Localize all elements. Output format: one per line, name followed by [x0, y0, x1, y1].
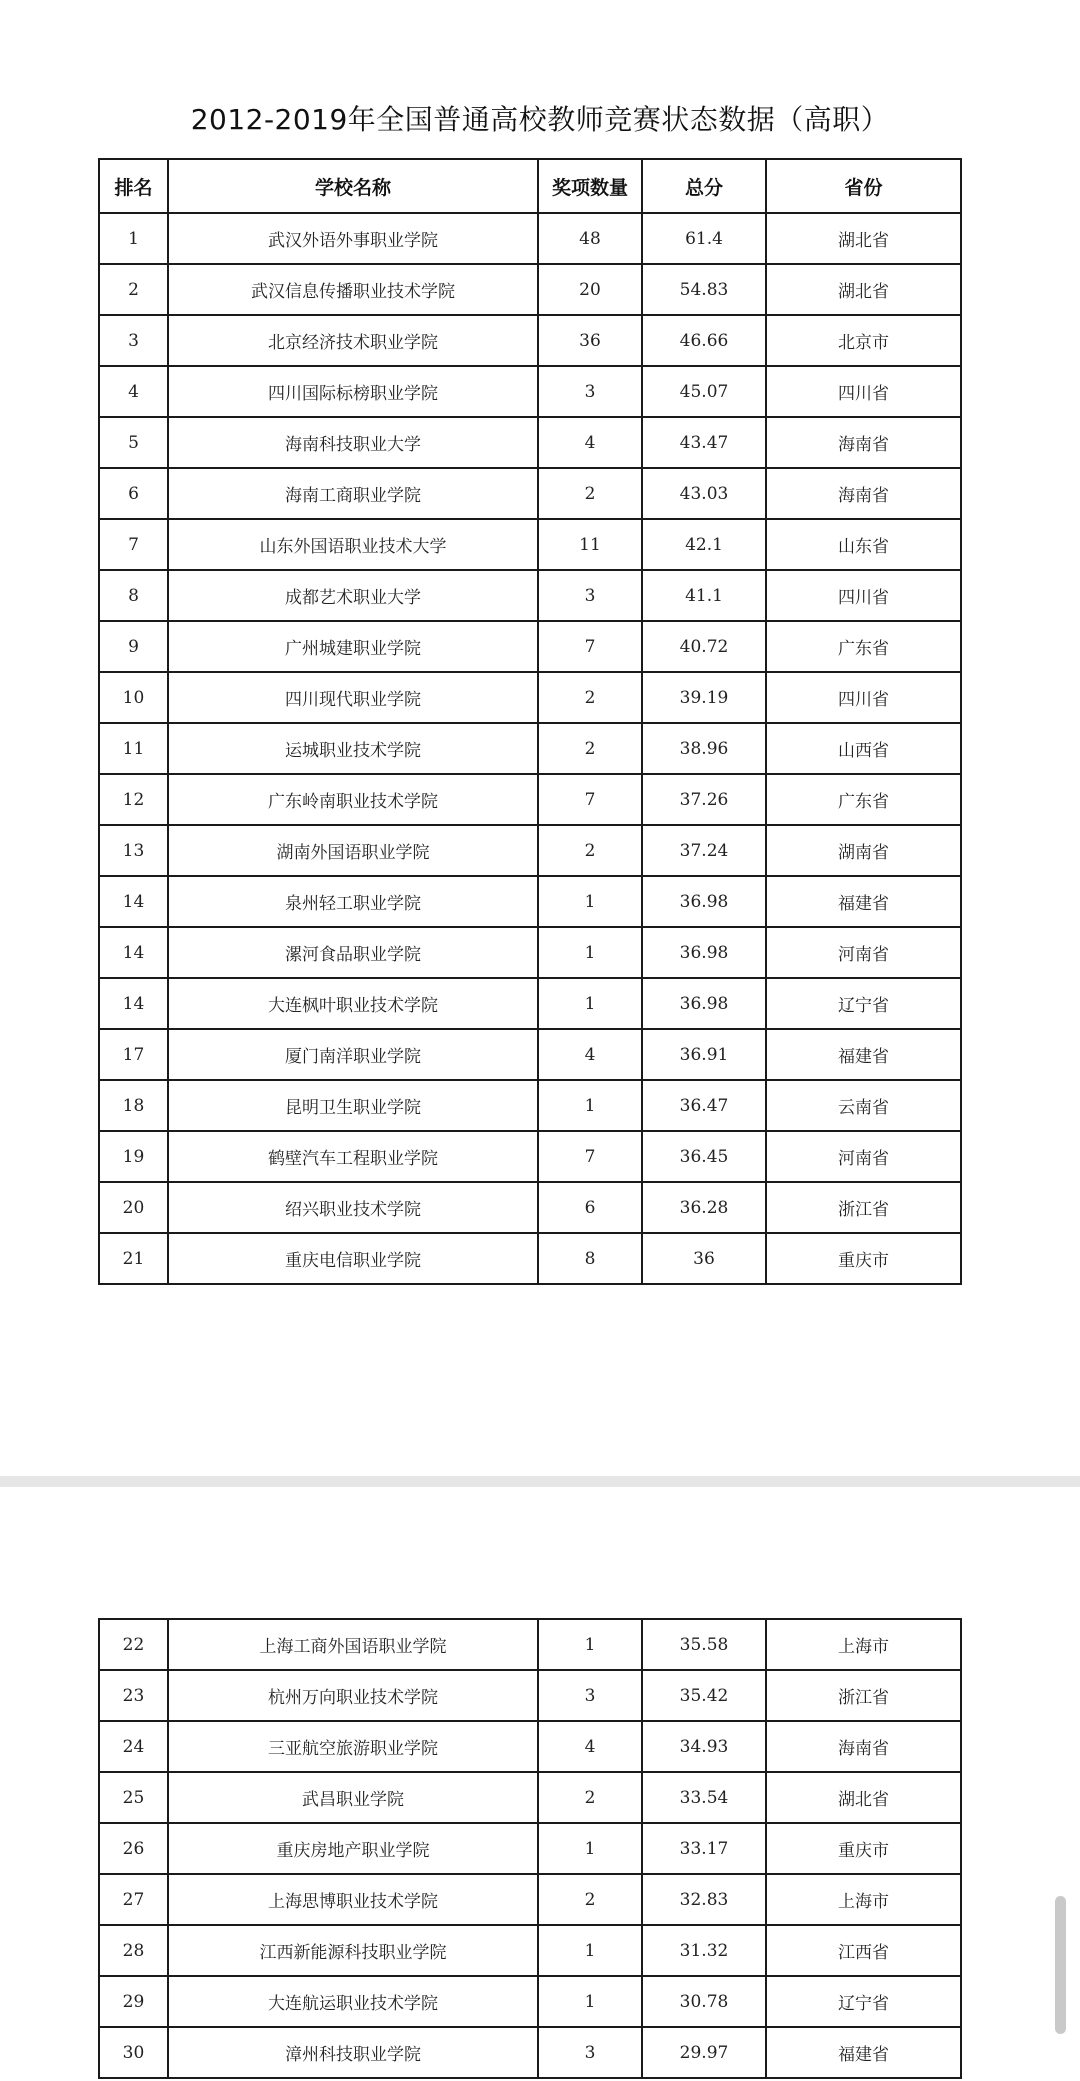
- cell-school-name: 成都艺术职业大学: [168, 570, 538, 621]
- table-row: [99, 1131, 961, 1182]
- cell-award-count: 3: [538, 2027, 642, 2078]
- cell-award-count: 8: [538, 1233, 642, 1284]
- cell-rank: 28: [99, 1925, 168, 1976]
- header-school-name: 学校名称: [168, 159, 538, 213]
- cell-rank: 25: [99, 1772, 168, 1823]
- cell-award-count: 2: [538, 1772, 642, 1823]
- cell-rank: 14: [99, 876, 168, 927]
- table-row: [99, 1823, 961, 1874]
- cell-school-name: 鹤壁汽车工程职业学院: [168, 1131, 538, 1182]
- cell-province: 浙江省: [766, 1670, 961, 1721]
- cell-rank: 12: [99, 774, 168, 825]
- cell-total-score: 36.98: [642, 978, 766, 1029]
- cell-rank: 19: [99, 1131, 168, 1182]
- cell-award-count: 3: [538, 366, 642, 417]
- cell-province: 福建省: [766, 876, 961, 927]
- cell-province: 河南省: [766, 1131, 961, 1182]
- document-page-2: [0, 1487, 1080, 2081]
- cell-province: 重庆市: [766, 1233, 961, 1284]
- cell-award-count: 1: [538, 1080, 642, 1131]
- cell-award-count: 4: [538, 1721, 642, 1772]
- cell-total-score: 37.24: [642, 825, 766, 876]
- table-row: [99, 1721, 961, 1772]
- cell-total-score: 33.17: [642, 1823, 766, 1874]
- cell-school-name: 湖南外国语职业学院: [168, 825, 538, 876]
- cell-school-name: 杭州万向职业技术学院: [168, 1670, 538, 1721]
- table-body-page-1: [99, 213, 961, 1284]
- table-row: [99, 519, 961, 570]
- document-title: 2012-2019年全国普通高校教师竞赛状态数据（高职）: [190, 103, 890, 136]
- header-rank: 排名: [99, 159, 168, 213]
- cell-total-score: 46.66: [642, 315, 766, 366]
- cell-award-count: 20: [538, 264, 642, 315]
- cell-award-count: 1: [538, 876, 642, 927]
- cell-award-count: 7: [538, 1131, 642, 1182]
- table-row: [99, 417, 961, 468]
- cell-award-count: 11: [538, 519, 642, 570]
- cell-total-score: 36: [642, 1233, 766, 1284]
- cell-school-name: 上海思博职业技术学院: [168, 1874, 538, 1925]
- cell-school-name: 江西新能源科技职业学院: [168, 1925, 538, 1976]
- cell-total-score: 43.47: [642, 417, 766, 468]
- table-body-page-2: [99, 1619, 961, 2078]
- cell-award-count: 7: [538, 774, 642, 825]
- cell-province: 云南省: [766, 1080, 961, 1131]
- cell-total-score: 40.72: [642, 621, 766, 672]
- header-province: 省份: [766, 159, 961, 213]
- cell-award-count: 7: [538, 621, 642, 672]
- cell-rank: 18: [99, 1080, 168, 1131]
- cell-total-score: 42.1: [642, 519, 766, 570]
- cell-province: 广东省: [766, 621, 961, 672]
- cell-rank: 22: [99, 1619, 168, 1670]
- table-row: [99, 366, 961, 417]
- cell-school-name: 四川国际标榜职业学院: [168, 366, 538, 417]
- table-row: [99, 264, 961, 315]
- cell-total-score: 41.1: [642, 570, 766, 621]
- cell-province: 上海市: [766, 1619, 961, 1670]
- cell-rank: 14: [99, 927, 168, 978]
- cell-school-name: 北京经济技术职业学院: [168, 315, 538, 366]
- cell-province: 海南省: [766, 468, 961, 519]
- table-row: [99, 1874, 961, 1925]
- cell-school-name: 武汉外语外事职业学院: [168, 213, 538, 264]
- cell-school-name: 上海工商外国语职业学院: [168, 1619, 538, 1670]
- cell-rank: 24: [99, 1721, 168, 1772]
- cell-rank: 6: [99, 468, 168, 519]
- cell-school-name: 武汉信息传播职业技术学院: [168, 264, 538, 315]
- cell-rank: 3: [99, 315, 168, 366]
- cell-school-name: 泉州轻工职业学院: [168, 876, 538, 927]
- cell-total-score: 38.96: [642, 723, 766, 774]
- cell-award-count: 48: [538, 213, 642, 264]
- table-row: [99, 876, 961, 927]
- cell-award-count: 1: [538, 1925, 642, 1976]
- cell-award-count: 1: [538, 1976, 642, 2027]
- table-row: [99, 672, 961, 723]
- table-row: [99, 1670, 961, 1721]
- cell-award-count: 36: [538, 315, 642, 366]
- table-row: [99, 621, 961, 672]
- table-row: [99, 468, 961, 519]
- cell-rank: 2: [99, 264, 168, 315]
- table-row: [99, 723, 961, 774]
- cell-rank: 27: [99, 1874, 168, 1925]
- cell-total-score: 32.83: [642, 1874, 766, 1925]
- table-row: [99, 1925, 961, 1976]
- cell-total-score: 54.83: [642, 264, 766, 315]
- cell-province: 湖南省: [766, 825, 961, 876]
- cell-school-name: 武昌职业学院: [168, 1772, 538, 1823]
- cell-province: 浙江省: [766, 1182, 961, 1233]
- cell-province: 河南省: [766, 927, 961, 978]
- cell-school-name: 广州城建职业学院: [168, 621, 538, 672]
- cell-award-count: 2: [538, 672, 642, 723]
- cell-award-count: 1: [538, 978, 642, 1029]
- cell-total-score: 36.47: [642, 1080, 766, 1131]
- header-award-count: 奖项数量: [538, 159, 642, 213]
- cell-rank: 21: [99, 1233, 168, 1284]
- table-row: [99, 1772, 961, 1823]
- cell-school-name: 漯河食品职业学院: [168, 927, 538, 978]
- cell-award-count: 2: [538, 468, 642, 519]
- cell-rank: 9: [99, 621, 168, 672]
- cell-school-name: 运城职业技术学院: [168, 723, 538, 774]
- header-total-score: 总分: [642, 159, 766, 213]
- table-row: [99, 1976, 961, 2027]
- cell-award-count: 4: [538, 1029, 642, 1080]
- table-row: [99, 213, 961, 264]
- cell-rank: 13: [99, 825, 168, 876]
- table-row: [99, 1080, 961, 1131]
- cell-total-score: 29.97: [642, 2027, 766, 2078]
- cell-total-score: 45.07: [642, 366, 766, 417]
- cell-total-score: 39.19: [642, 672, 766, 723]
- cell-school-name: 海南科技职业大学: [168, 417, 538, 468]
- cell-rank: 26: [99, 1823, 168, 1874]
- cell-award-count: 1: [538, 927, 642, 978]
- cell-rank: 1: [99, 213, 168, 264]
- cell-school-name: 四川现代职业学院: [168, 672, 538, 723]
- cell-school-name: 山东外国语职业技术大学: [168, 519, 538, 570]
- cell-province: 海南省: [766, 417, 961, 468]
- cell-total-score: 35.42: [642, 1670, 766, 1721]
- cell-award-count: 4: [538, 417, 642, 468]
- cell-province: 上海市: [766, 1874, 961, 1925]
- cell-rank: 20: [99, 1182, 168, 1233]
- vertical-scrollbar[interactable]: [1055, 1896, 1066, 2034]
- cell-rank: 17: [99, 1029, 168, 1080]
- cell-total-score: 31.32: [642, 1925, 766, 1976]
- cell-province: 山东省: [766, 519, 961, 570]
- table-row: [99, 927, 961, 978]
- cell-school-name: 海南工商职业学院: [168, 468, 538, 519]
- cell-province: 四川省: [766, 366, 961, 417]
- cell-province: 广东省: [766, 774, 961, 825]
- table-row: [99, 1233, 961, 1284]
- cell-award-count: 3: [538, 570, 642, 621]
- table-row: [99, 774, 961, 825]
- cell-rank: 14: [99, 978, 168, 1029]
- table-row: [99, 315, 961, 366]
- cell-total-score: 34.93: [642, 1721, 766, 1772]
- table-header-row: [99, 159, 961, 213]
- cell-province: 江西省: [766, 1925, 961, 1976]
- cell-school-name: 重庆房地产职业学院: [168, 1823, 538, 1874]
- cell-award-count: 2: [538, 825, 642, 876]
- cell-rank: 23: [99, 1670, 168, 1721]
- cell-province: 海南省: [766, 1721, 961, 1772]
- cell-total-score: 33.54: [642, 1772, 766, 1823]
- cell-school-name: 昆明卫生职业学院: [168, 1080, 538, 1131]
- cell-province: 辽宁省: [766, 978, 961, 1029]
- cell-total-score: 36.98: [642, 876, 766, 927]
- cell-award-count: 2: [538, 723, 642, 774]
- table-row: [99, 2027, 961, 2078]
- cell-total-score: 36.91: [642, 1029, 766, 1080]
- cell-award-count: 1: [538, 1823, 642, 1874]
- table-row: [99, 570, 961, 621]
- cell-province: 四川省: [766, 672, 961, 723]
- cell-province: 山西省: [766, 723, 961, 774]
- table-row: [99, 978, 961, 1029]
- table-row: [99, 1029, 961, 1080]
- cell-province: 湖北省: [766, 1772, 961, 1823]
- cell-province: 北京市: [766, 315, 961, 366]
- cell-total-score: 36.28: [642, 1182, 766, 1233]
- ranking-table-page-1: [98, 158, 962, 1285]
- cell-award-count: 3: [538, 1670, 642, 1721]
- cell-total-score: 35.58: [642, 1619, 766, 1670]
- cell-school-name: 广东岭南职业技术学院: [168, 774, 538, 825]
- cell-total-score: 43.03: [642, 468, 766, 519]
- cell-province: 湖北省: [766, 213, 961, 264]
- cell-award-count: 2: [538, 1874, 642, 1925]
- cell-province: 重庆市: [766, 1823, 961, 1874]
- cell-total-score: 36.45: [642, 1131, 766, 1182]
- cell-rank: 29: [99, 1976, 168, 2027]
- cell-total-score: 36.98: [642, 927, 766, 978]
- table-row: [99, 825, 961, 876]
- cell-rank: 30: [99, 2027, 168, 2078]
- cell-province: 福建省: [766, 2027, 961, 2078]
- cell-school-name: 漳州科技职业学院: [168, 2027, 538, 2078]
- cell-rank: 11: [99, 723, 168, 774]
- page-separator: [0, 1476, 1080, 1487]
- cell-rank: 5: [99, 417, 168, 468]
- cell-school-name: 大连航运职业技术学院: [168, 1976, 538, 2027]
- cell-award-count: 6: [538, 1182, 642, 1233]
- cell-rank: 8: [99, 570, 168, 621]
- cell-school-name: 三亚航空旅游职业学院: [168, 1721, 538, 1772]
- table-row: [99, 1619, 961, 1670]
- cell-rank: 4: [99, 366, 168, 417]
- cell-school-name: 重庆电信职业学院: [168, 1233, 538, 1284]
- cell-province: 辽宁省: [766, 1976, 961, 2027]
- cell-school-name: 绍兴职业技术学院: [168, 1182, 538, 1233]
- cell-province: 湖北省: [766, 264, 961, 315]
- cell-total-score: 37.26: [642, 774, 766, 825]
- cell-rank: 7: [99, 519, 168, 570]
- cell-school-name: 厦门南洋职业学院: [168, 1029, 538, 1080]
- cell-total-score: 61.4: [642, 213, 766, 264]
- table-row: [99, 1182, 961, 1233]
- cell-school-name: 大连枫叶职业技术学院: [168, 978, 538, 1029]
- cell-rank: 10: [99, 672, 168, 723]
- cell-province: 四川省: [766, 570, 961, 621]
- cell-province: 福建省: [766, 1029, 961, 1080]
- ranking-table-page-2: [98, 1618, 962, 2079]
- cell-total-score: 30.78: [642, 1976, 766, 2027]
- cell-award-count: 1: [538, 1619, 642, 1670]
